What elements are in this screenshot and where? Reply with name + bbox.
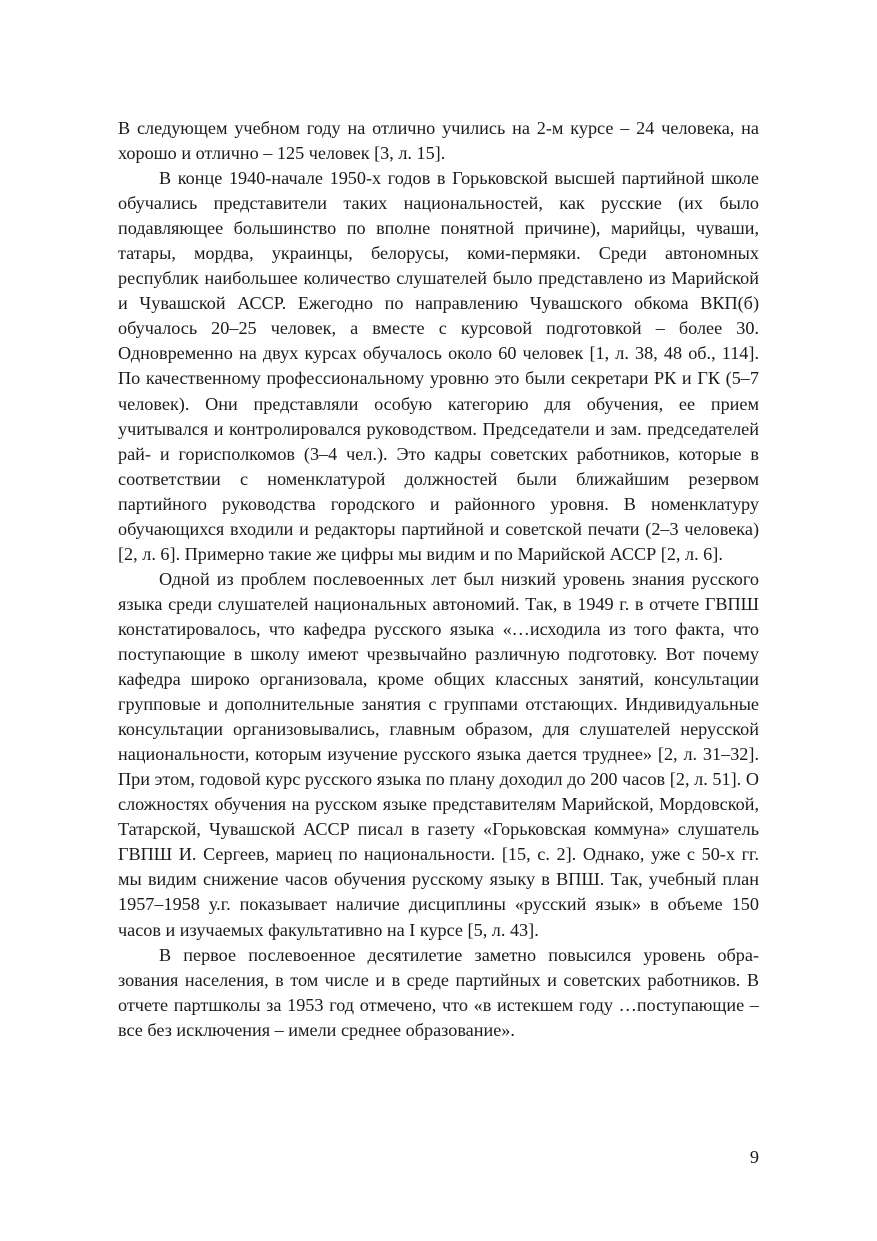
paragraph-3: Одной из проблем послевоенных лет был низкий уровень знания русского языка среди слушателей национальных автономий. Так, в 1949 г. в отчете ГВПШ констатировалось, что кафедра русского языка «…исходила из того факта, что поступающие в школу имеют чрезвычайно различную подготовку. Вот почему кафедра широко организовала, кроме общих классных занятий, консультации групповые и дополнительные занятия с группами отстающих. Индивидуальные консультации организовывались, главным образом, для слушателей нерусской национальности, которым изучение русского языка дается труднее» [2, л. 31–32]. При этом, годовой курс русского языка по плану доходил до 200 часов [2, л. 51]. О сложностях обучения на русском языке представителям Марийской, Мордовской, Татарской, Чувашской АССР писал в газету «Горьковская коммуна» слушатель ГВПШ И. Сергеев, мариец по национальности. [15, с. 2]. Однако, уже с 50-х гг. мы видим снижение часов обучения русскому языку в ВПШ. Так, учебный план 1957–1958 у.г. показывает наличие дисциплины «русский язык» в объеме 150 часов и изучаемых факультативно на I курсе [5, л. 43]. bbox=[118, 568, 759, 940]
paragraph-2: В конце 1940-начале 1950-х годов в Горьковской высшей партийной школе обучались представители таких национальностей, как русские (их было подавляющее большинство по вполне понятной причине), марийцы, чуваши, татары, мордва, украинцы, белорусы, коми-пермяки. Среди автономных республик наибольшее количество слушателей было представлено из Марийской и Чувашской АССР. Ежегодно по направлению Чувашского обкома ВКП(б) обучалось 20–25 человек, а вместе с курсовой подготовкой – более 30. Одновременно на двух курсах обучалось около 60 человек [1, л. 38, 48 об., 114]. По качественному профессиональному уровню это были секретари РК и ГК (5–7 человек). Они представляли особую категорию для обучения, ее прием учитывался и контролировался руководством. Председатели и зам. председателей рай- и горисполкомов (3–4 чел.). Это кадры советских работников, которые в соответствии с номенклатурой должностей были ближайшим резервом партийного руководства городского и районного уровня. В номенклатуру обучающихся входили и редакторы партийной и советской печати (2–3 человека) [2, л. 6]. Примерно такие же цифры мы видим и по Марийской АССР [2, л. 6]. bbox=[118, 168, 759, 564]
paragraph-1: В следующем учебном году на отлично учились на 2-м курсе – 24 человека, на хорошо и отлично – 125 человек [3, л. 15]. bbox=[118, 118, 759, 164]
paragraph-4: В первое послевоенное десятилетие заметно повысился уровень образования населения, в том числе и в среде партийных и советских работников. В отчете партшколы за 1953 год отмечено, что «в истекшем году …поступающие – все без исключения – имели среднее образование». bbox=[118, 944, 759, 1040]
body-text bbox=[118, 116, 759, 1043]
page-number: 9 bbox=[749, 1147, 759, 1167]
